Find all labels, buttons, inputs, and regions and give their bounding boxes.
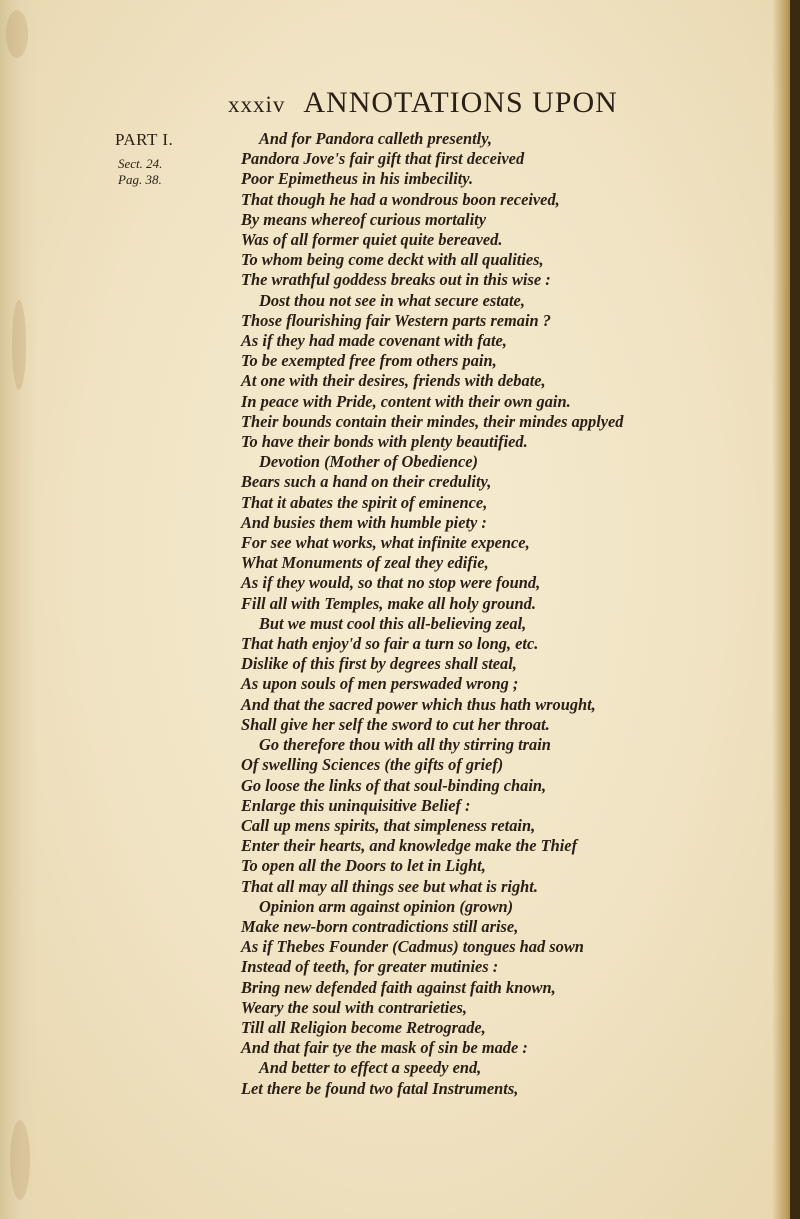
verse-line: Make new-born contradictions still arise, — [241, 916, 519, 936]
verse-line: Enlarge this uninquisitive Belief : — [241, 795, 471, 815]
verse-line: For see what works, what infinite expence, — [241, 533, 530, 553]
verse-line: Poor Epimetheus in his imbecility. — [241, 169, 474, 189]
section-reference: Sect. 24. — [118, 156, 163, 171]
margin-notes — [115, 130, 173, 188]
verse-line: And that fair tye the mask of sin be made : — [241, 1038, 528, 1058]
verse-line: By means whereof curious mortality — [241, 209, 486, 229]
verse-line: Was of all former quiet quite bereaved. — [241, 230, 503, 250]
verse-line: To have their bonds with plenty beautified. — [241, 432, 528, 452]
verse-line: At one with their desires, friends with debate, — [241, 371, 546, 391]
verse-line: And busies them with humble piety : — [241, 512, 487, 532]
verse-line: But we must cool this all-believing zeal, — [259, 613, 527, 633]
page-title: ANNOTATIONS UPON — [303, 86, 618, 119]
verse-line: Enter their hearts, and knowledge make the Thief — [241, 836, 578, 856]
verse-line: Opinion arm against opinion (grown) — [259, 896, 514, 916]
verse-line: To open all the Doors to let in Light, — [241, 856, 486, 876]
verse-line: As upon souls of men perswaded wrong ; — [241, 674, 519, 694]
verse-line: As if they had made covenant with fate, — [241, 331, 507, 351]
verse-line: Bring new defended faith against faith known, — [241, 977, 556, 997]
verse-line: Bears such a hand on their credulity, — [241, 472, 492, 492]
page-edge-dark — [790, 0, 800, 1219]
verse-line: Of swelling Sciences (the gifts of grief) — [241, 755, 504, 775]
page-number: xxxiv — [228, 92, 286, 117]
verse-line: And better to effect a speedy end, — [259, 1058, 482, 1078]
verse-line: To whom being come deckt with all qualities, — [241, 250, 544, 270]
verse-line: Weary the soul with contrarieties, — [241, 997, 467, 1017]
verse-line: Till all Religion become Retrograde, — [241, 1017, 486, 1037]
verse-line: Go loose the links of that soul-binding chain, — [241, 775, 547, 795]
verse-line: And for Pandora calleth presently, — [259, 129, 492, 148]
running-head — [228, 86, 618, 120]
verse-line: Those flourishing fair Western parts remain ? — [241, 310, 551, 330]
verse-line: That hath enjoy'd so fair a turn so long, etc. — [241, 634, 539, 654]
verse-line: Pandora Jove's fair gift that first deceived — [241, 149, 525, 169]
verse-line: The wrathful goddess breaks out in this wise : — [241, 270, 551, 290]
verse-line: Instead of teeth, for greater mutinies : — [241, 957, 499, 977]
foxing-spot — [10, 1120, 30, 1200]
verse-line: That it abates the spirit of eminence, — [241, 492, 488, 512]
verse-line: And that the sacred power which thus hath wrought, — [241, 694, 596, 714]
verse-line: To be exempted free from others pain, — [241, 351, 497, 371]
verse-line: Their bounds contain their mindes, their mindes applyed — [241, 411, 624, 431]
verse-block — [241, 129, 786, 1099]
verse-line: Shall give her self the sword to cut her throat. — [241, 714, 550, 734]
verse-line: As if they would, so that no stop were found, — [241, 573, 541, 593]
verse-line: That all may all things see but what is right. — [241, 876, 538, 896]
foxing-spot — [6, 10, 28, 58]
verse-line: Call up mens spirits, that simpleness retain, — [241, 815, 536, 835]
page-reference: Pag. 38. — [118, 172, 162, 187]
verse-line: Dost thou not see in what secure estate, — [259, 290, 525, 310]
part-label: PART I. — [115, 130, 174, 149]
binding-shadow — [0, 0, 38, 1219]
verse-line: Dislike of this first by degrees shall steal, — [241, 654, 517, 674]
verse-line: Fill all with Temples, make all holy ground. — [241, 593, 536, 613]
verse-line: What Monuments of zeal they edifie, — [241, 553, 489, 573]
verse-line: Go therefore thou with all thy stirring train — [259, 735, 551, 755]
verse-line: Let there be found two fatal Instruments, — [241, 1078, 519, 1098]
foxing-spot — [12, 300, 26, 390]
verse-line: That though he had a wondrous boon received, — [241, 189, 560, 209]
verse-line: Devotion (Mother of Obedience) — [259, 452, 478, 472]
verse-line: As if Thebes Founder (Cadmus) tongues had sown — [241, 937, 584, 957]
verse-line: In peace with Pride, content with their own gain. — [241, 391, 571, 411]
